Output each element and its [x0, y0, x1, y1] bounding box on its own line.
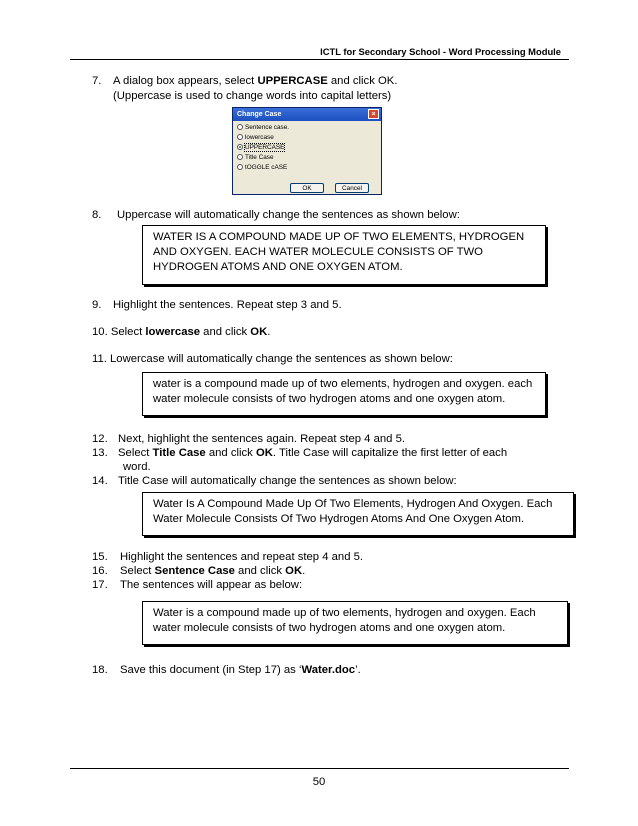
- header-rule: [70, 59, 569, 60]
- uppercase-example-box: WATER IS A COMPOUND MADE UP OF TWO ELEMENTS, HYDROGEN AND OXYGEN. EACH WATER MOLECULE CONSISTS OF TWO HYDROGEN ATOMS AND ONE OXYGEN ATOM.: [142, 225, 546, 285]
- cancel-button[interactable]: Cancel: [335, 183, 369, 193]
- step-17: 17. The sentences will appear as below:: [92, 579, 303, 591]
- step-16: 16. Select Sentence Case and click OK.: [92, 565, 306, 577]
- sentence-case-example-box: Water is a compound made up of two elements, hydrogen and oxygen. Each water molecule consists of two hydrogen atoms and one oxygen atom.: [142, 601, 568, 645]
- option-sentence-case[interactable]: Sentence case.: [237, 123, 289, 132]
- change-case-dialog: [232, 107, 382, 195]
- radio-selected-icon: [237, 144, 243, 150]
- option-lowercase[interactable]: lowercase: [237, 133, 274, 142]
- step-9: 9. Highlight the sentences. Repeat step 3 and 5.: [92, 299, 342, 311]
- step-10: 10. Select lowercase and click OK.: [92, 326, 271, 338]
- lowercase-example-box: water is a compound made up of two elements, hydrogen and oxygen. each water molecule consists of two hydrogen atoms and one oxygen atom.: [142, 372, 546, 416]
- ok-button[interactable]: OK: [290, 183, 324, 193]
- close-icon[interactable]: ×: [368, 109, 379, 119]
- step-12: 12. Next, highlight the sentences again. Repeat step 4 and 5.: [92, 433, 406, 445]
- step-18: 18. Save this document (in Step 17) as ‘Water.doc’.: [92, 664, 361, 676]
- radio-icon: [237, 154, 243, 160]
- option-title-case[interactable]: Title Case: [237, 153, 274, 162]
- running-header: ICTL for Secondary School - Word Processing Module: [320, 46, 561, 57]
- step-14: 14. Title Case will automatically change the sentences as shown below:: [92, 475, 457, 487]
- dialog-title: Change Case: [237, 111, 282, 118]
- step-13: 13. Select Title Case and click OK. Title Case will capitalize the first letter of each: [92, 447, 508, 459]
- title-case-example-box: Water Is A Compound Made Up Of Two Elements, Hydrogen And Oxygen. Each Water Molecule Consists Of Two Hydrogen Atoms And One Oxygen Atom.: [142, 492, 574, 536]
- radio-icon: [237, 124, 243, 130]
- step-11: 11. Lowercase will automatically change the sentences as shown below:: [92, 353, 453, 365]
- step-8: 8. Uppercase will automatically change the sentences as shown below:: [92, 209, 460, 221]
- step-7-note: (Uppercase is used to change words into capital letters): [113, 90, 392, 102]
- radio-icon: [237, 134, 243, 140]
- page-number: 50: [312, 776, 326, 788]
- step-7: 7. A dialog box appears, select UPPERCASE and click OK.: [92, 75, 398, 87]
- option-toggle-case[interactable]: tOGGLE cASE: [237, 163, 287, 172]
- dialog-title-bar: [233, 108, 381, 121]
- radio-icon: [237, 164, 243, 170]
- step-15: 15. Highlight the sentences and repeat step 4 and 5.: [92, 551, 364, 563]
- option-uppercase[interactable]: UPPERCASE: [237, 143, 284, 152]
- footer-rule: [70, 768, 569, 769]
- dialog-body: [233, 121, 381, 194]
- step-13-continued: word.: [123, 461, 151, 473]
